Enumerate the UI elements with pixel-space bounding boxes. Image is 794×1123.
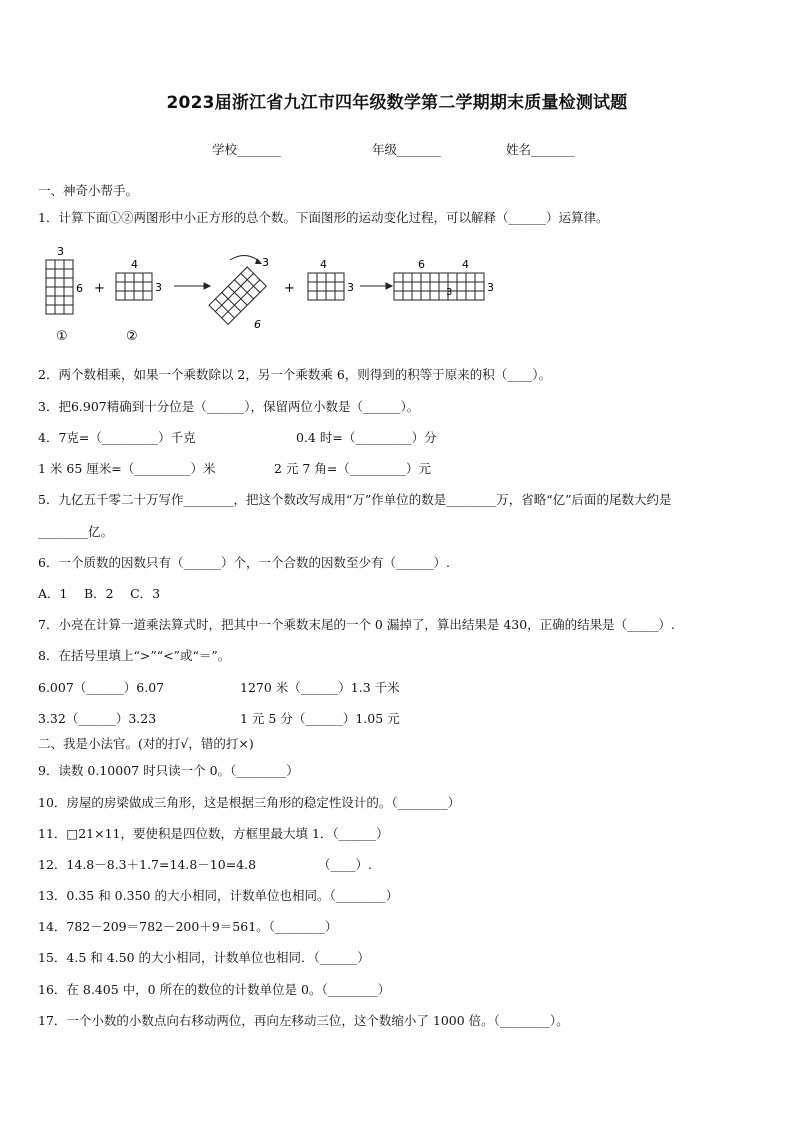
caption-1: ① — [56, 329, 68, 344]
section-2-heading: 二、我是小法官。(对的打√，错的打×) — [38, 736, 254, 751]
label-6c: 6 — [418, 258, 425, 271]
question-16: 16．在 8.405 中，0 所在的数位的计数单位是 0。（________） — [38, 982, 391, 997]
school-field: 学校_______ — [212, 142, 281, 157]
question-8: 8．在括号里填上“>”“<”或“＝”。 — [38, 648, 231, 663]
grid-figure-2-copy — [308, 273, 344, 300]
name-field: 姓名_______ — [506, 142, 575, 157]
question-15: 15．4.5 和 4.50 的大小相同，计数单位也相同．（______） — [38, 950, 370, 965]
label-3b: 3 — [155, 281, 162, 294]
page-title: 2023届浙江省九江市四年级数学第二学期期末质量检测试题 — [166, 93, 628, 113]
question-4b: 0.4 时=（_________）分 — [296, 430, 437, 445]
plus-sign-2: + — [284, 281, 295, 296]
label-4: 4 — [131, 258, 138, 271]
label-6: 6 — [76, 282, 83, 295]
question-3: 3．把6.907精确到十分位是（______），保留两位小数是（______）。 — [38, 399, 420, 414]
question-11: 11．□21×11，要使积是四位数，方框里最大填 1．（______） — [38, 826, 389, 841]
question-4d: 2 元 7 角=（_________）元 — [274, 461, 432, 476]
question-8a: 6.007（______）6.07 — [38, 680, 165, 695]
question-7: 7．小亮在计算一道乘法算式时，把其中一个乘数末尾的一个 0 漏掉了，算出结果是 430，正确的结果是（_____）. — [38, 617, 675, 632]
section-1-heading: 一、神奇小帮手。 — [38, 183, 139, 198]
question-4c: 1 米 65 厘米=（_________）米 — [38, 461, 216, 476]
rotation-arrow-icon — [230, 255, 260, 262]
plus-sign: + — [94, 281, 105, 296]
question-9: 9．读数 0.10007 时只读一个 0。（________） — [38, 763, 299, 778]
label-3f: 3 — [487, 281, 494, 294]
question-12: 12．14.8－8.3＋1.7=14.8－10=4.8 — [38, 857, 257, 872]
question-4a: 4．7克=（_________）千克 — [38, 430, 196, 445]
question-6-options: A．1 B．2 C．3 — [38, 586, 161, 601]
question-2: 2．两个数相乘，如果一个乘数除以 2，另一个乘数乘 6，则得到的积等于原来的积（____）。 — [38, 367, 552, 382]
question-6: 6．一个质数的因数只有（______）个，一个合数的因数至少有（______）. — [38, 555, 450, 570]
caption-2: ② — [126, 329, 138, 344]
label-6b: 6 — [254, 318, 261, 331]
arrow-right-icon — [174, 283, 210, 289]
question-14: 14．782－209＝782－200＋9＝561。（________） — [38, 919, 338, 934]
question-17: 17．一个小数的小数点向右移动两位，再向左移动三位，这个数缩小了 1000 倍。（________）。 — [38, 1013, 569, 1028]
label-3e: 3 — [446, 287, 453, 298]
question-1: 1．计算下面①②两图形中小正方形的总个数。下面图形的运动变化过程，可以解释（______）运算律。 — [38, 210, 609, 225]
question-10: 10．房屋的房梁做成三角形，这是根据三角形的稳定性设计的。（________） — [38, 795, 461, 810]
grid-figure-1 — [46, 260, 73, 314]
label-3: 3 — [57, 245, 64, 258]
grid-figure-2 — [116, 273, 152, 300]
question-1-figure — [38, 240, 518, 350]
grade-field: 年级_______ — [372, 142, 441, 157]
rotated-grid — [209, 267, 266, 324]
label-3d: 3 — [347, 281, 354, 294]
question-5: 5．九亿五千零二十万写作________，把这个数改写成用“万”作单位的数是________万，省略“亿”后面的尾数大约是 — [38, 492, 672, 507]
combined-grid — [394, 273, 484, 300]
label-4b: 4 — [320, 258, 327, 271]
question-8b: 1270 米（______）1.3 千米 — [240, 680, 400, 695]
question-5-cont: ________亿。 — [38, 524, 114, 539]
question-8d: 1 元 5 分（______）1.05 元 — [240, 711, 400, 726]
question-12-answer: （____）. — [318, 857, 372, 872]
question-8c: 3.32（______）3.23 — [38, 711, 157, 726]
square-grids-figure — [38, 240, 518, 350]
arrow-right-icon-2 — [360, 283, 392, 289]
label-3c: 3 — [262, 256, 269, 269]
label-4c: 4 — [462, 258, 469, 271]
question-13: 13．0.35 和 0.350 的大小相同，计数单位也相同。（________） — [38, 888, 399, 903]
